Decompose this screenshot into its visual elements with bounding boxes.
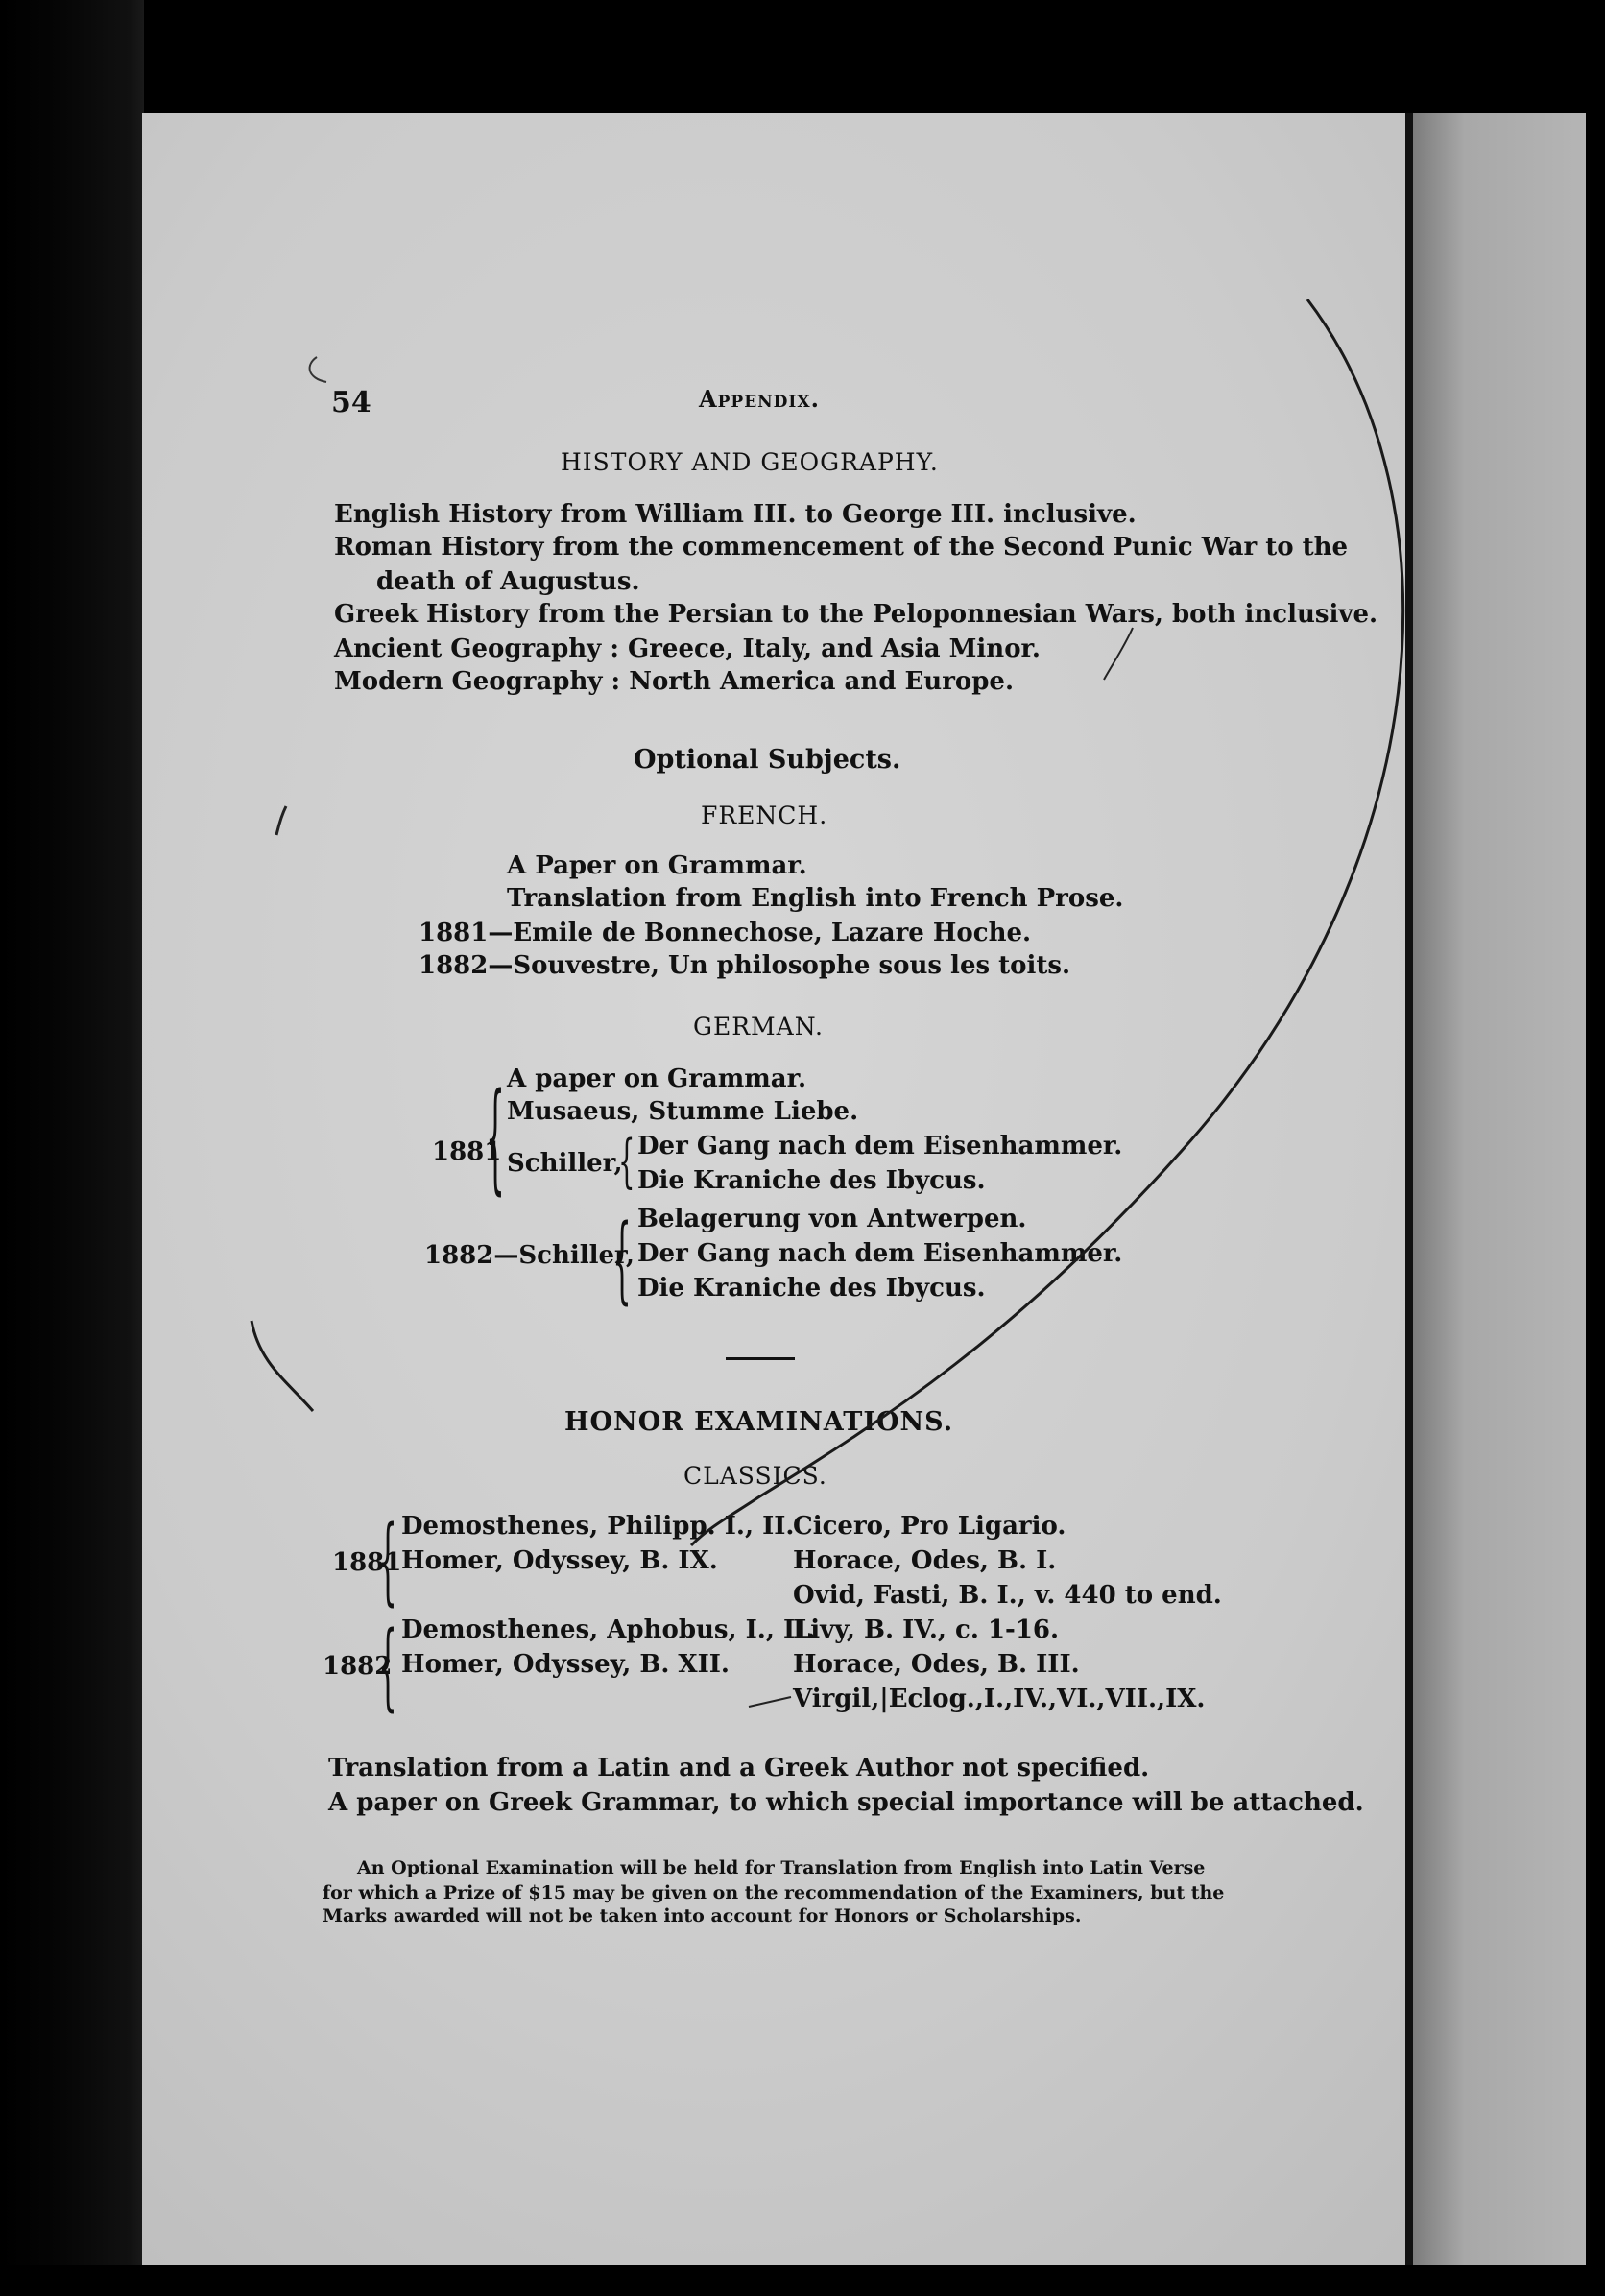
page-gutter — [1405, 113, 1413, 2292]
classics-year-1881: 1881 — [332, 1548, 402, 1577]
history-line: Roman History from the commencement of the Second Punic War to the — [334, 533, 1349, 562]
brace-schiller-1881: { — [618, 1127, 635, 1195]
honor-heading: HONOR EXAMINATIONS. — [564, 1407, 954, 1437]
classics-left-1882: Homer, Odyssey, B. XII. — [401, 1650, 730, 1679]
footnote-line: An Optional Examination will be held for Translation from English into Latin Verse — [357, 1857, 1206, 1878]
history-line: Greek History from the Persian to the Peloponnesian Wars, both inclusive. — [334, 600, 1378, 629]
german-musaeus: Musaeus, Stumme Liebe. — [507, 1097, 859, 1126]
classics-right-1882: Livy, B. IV., c. 1-16. — [793, 1615, 1060, 1644]
facing-page-edge — [1413, 113, 1586, 2292]
german-gang-1881: Der Gang nach dem Eisenhammer. — [637, 1132, 1123, 1160]
french-line: A Paper on Grammar. — [507, 851, 807, 880]
brace-1881-german: { — [486, 1069, 505, 1208]
classics-left-1881: Demosthenes, Philipp. I., II. — [401, 1512, 795, 1541]
german-year-1881: 1881 — [432, 1137, 502, 1166]
french-line: Translation from English into French Prose. — [507, 884, 1124, 913]
french-heading: FRENCH. — [701, 801, 828, 829]
translation-requirement: Translation from a Latin and a Greek Author not specified. — [328, 1754, 1150, 1782]
classics-right-1881: Ovid, Fasti, B. I., v. 440 to end. — [793, 1581, 1222, 1610]
brace-classics-1882: { — [378, 1613, 397, 1722]
history-line: Modern Geography : North America and Europe. — [334, 667, 1015, 696]
book-page — [142, 113, 1582, 2292]
footnote-line: Marks awarded will not be taken into account for Honors or Scholarships. — [323, 1905, 1082, 1926]
history-line: death of Augustus. — [376, 567, 640, 596]
section-divider — [726, 1357, 795, 1360]
german-schiller-1881: Schiller, — [507, 1149, 623, 1178]
classics-heading: CLASSICS. — [683, 1462, 827, 1490]
history-line: Ancient Geography : Greece, Italy, and Asia Minor. — [334, 634, 1041, 663]
french-line: 1882—Souvestre, Un philosophe sous les toits. — [419, 951, 1071, 980]
german-year-1882: 1882—Schiller, — [424, 1241, 635, 1270]
french-line: 1881—Emile de Bonnechose, Lazare Hoche. — [419, 919, 1032, 947]
german-grammar: A paper on Grammar. — [507, 1064, 806, 1093]
brace-schiller-1882: { — [612, 1206, 632, 1315]
history-line: English History from William III. to George III. inclusive. — [334, 500, 1137, 529]
classics-right-1882: Horace, Odes, B. III. — [793, 1650, 1080, 1679]
classics-right-1881: Cicero, Pro Ligario. — [793, 1512, 1066, 1541]
classics-right-1882: Virgil,|Eclog.,I.,IV.,VI.,VII.,IX. — [793, 1685, 1206, 1713]
scan-left-border — [0, 0, 144, 2296]
greek-grammar-requirement: A paper on Greek Grammar, to which special importance will be attached. — [328, 1788, 1364, 1817]
german-kraniche-1881: Die Kraniche des Ibycus. — [637, 1166, 986, 1195]
running-head: Appendix. — [699, 385, 820, 413]
page-number: 54 — [331, 386, 371, 419]
german-heading: GERMAN. — [693, 1013, 824, 1040]
footnote-line: for which a Prize of $15 may be given on the recommendation of the Examiners, but the — [323, 1882, 1225, 1903]
classics-left-1881: Homer, Odyssey, B. IX. — [401, 1546, 718, 1575]
scan-bottom-border — [0, 2265, 1605, 2296]
classics-left-1882: Demosthenes, Aphobus, I., II. — [401, 1615, 816, 1644]
optional-heading: Optional Subjects. — [634, 745, 901, 775]
german-belagerung: Belagerung von Antwerpen. — [637, 1205, 1027, 1233]
classics-year-1882: 1882 — [323, 1652, 393, 1681]
classics-right-1881: Horace, Odes, B. I. — [793, 1546, 1057, 1575]
brace-classics-1881: { — [378, 1507, 397, 1616]
german-gang-1882: Der Gang nach dem Eisenhammer. — [637, 1239, 1123, 1268]
german-kraniche-1882: Die Kraniche des Ibycus. — [637, 1274, 986, 1303]
history-heading: HISTORY AND GEOGRAPHY. — [561, 448, 939, 476]
